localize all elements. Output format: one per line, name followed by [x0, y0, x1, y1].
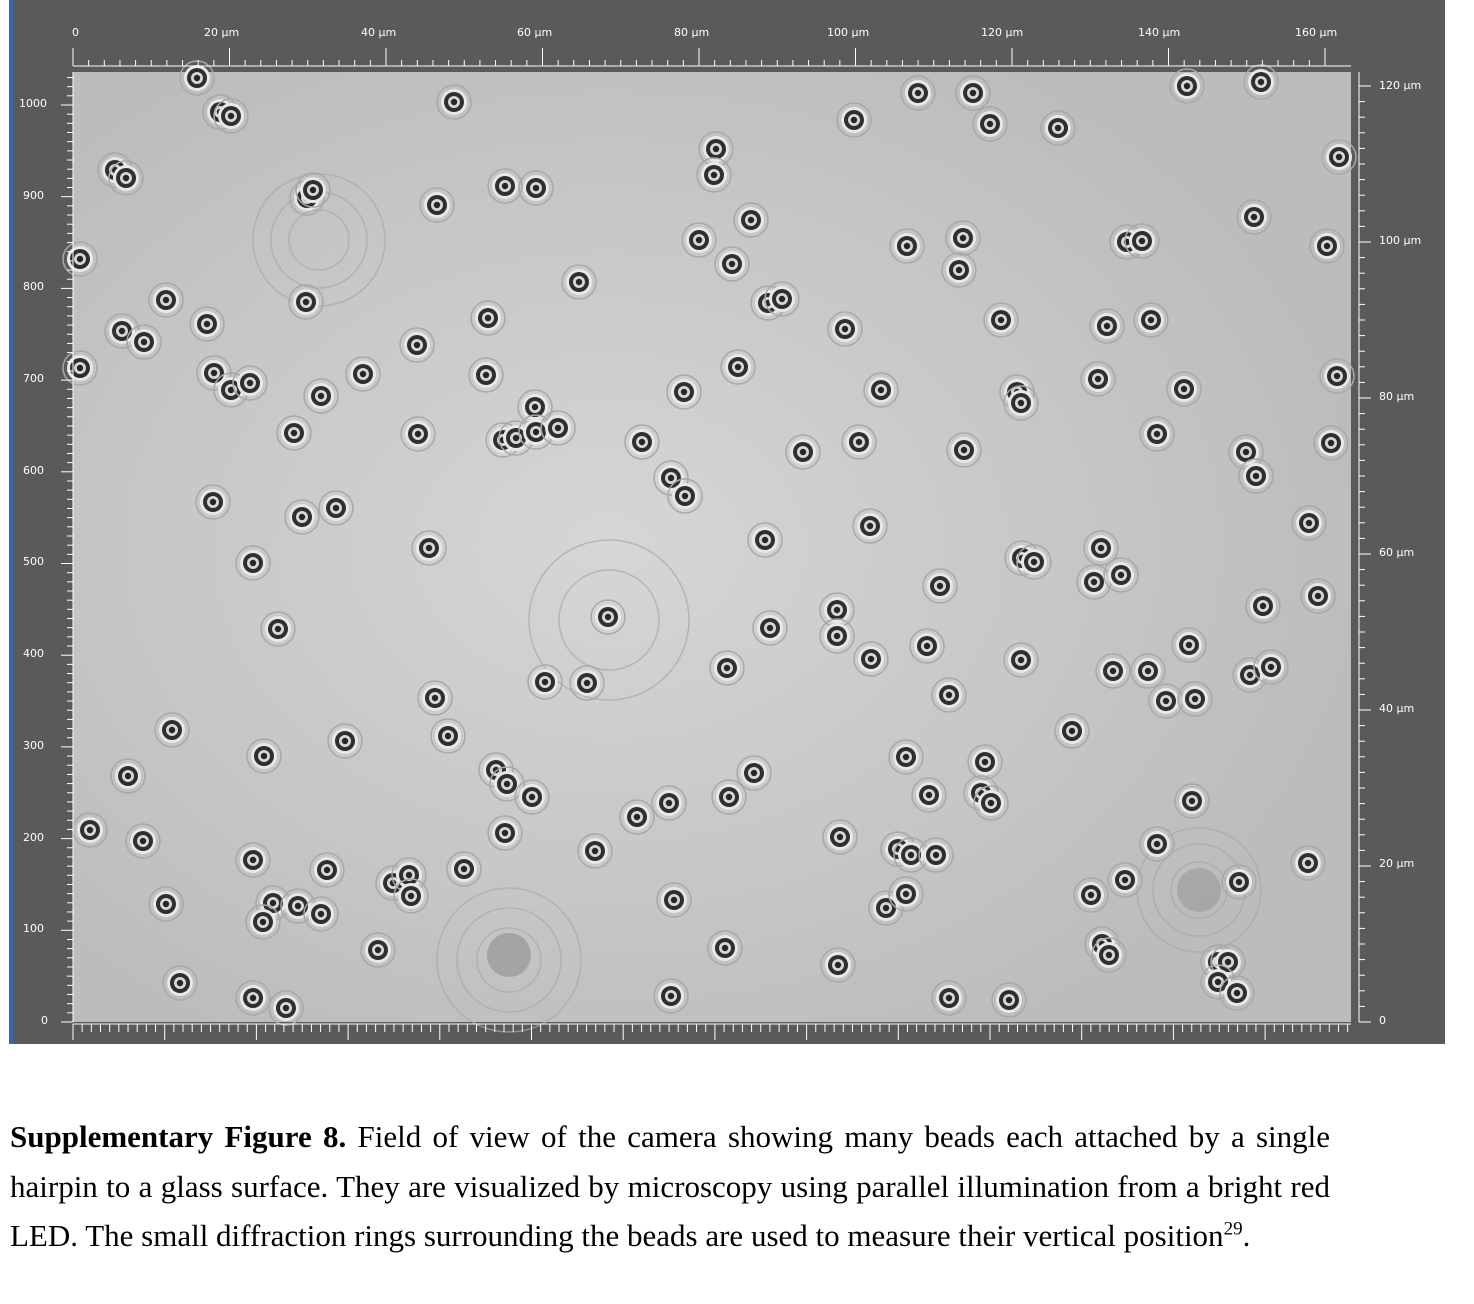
bead [247, 739, 281, 773]
bead [956, 76, 990, 110]
left-axis-label: 0 [41, 1014, 48, 1027]
left-axis-label: 600 [23, 464, 44, 477]
bead [837, 103, 871, 137]
bead [734, 203, 768, 237]
bead [853, 509, 887, 543]
bottom-axis [73, 1024, 1351, 1040]
bead [412, 531, 446, 565]
bead [1220, 976, 1254, 1010]
bead [821, 948, 855, 982]
bead [854, 642, 888, 676]
bead [591, 600, 625, 634]
right-axis-label: 60 µm [1379, 546, 1415, 559]
bead [620, 800, 654, 834]
bead [625, 425, 659, 459]
bead [1074, 878, 1108, 912]
bead [901, 76, 935, 110]
bead [1004, 386, 1038, 420]
bead [163, 966, 197, 1000]
microscope-viewer [9, 0, 1445, 1044]
bead [890, 229, 924, 263]
bead [149, 283, 183, 317]
bead [668, 479, 702, 513]
bead [842, 425, 876, 459]
bead [562, 265, 596, 299]
bead [1096, 654, 1130, 688]
bead [942, 253, 976, 287]
left-axis-label: 300 [23, 739, 44, 752]
bead [654, 979, 688, 1013]
bead [946, 221, 980, 255]
bead [1134, 303, 1168, 337]
bead [261, 612, 295, 646]
right-axis-label: 100 µm [1379, 234, 1422, 247]
bead [1222, 865, 1256, 899]
bead [196, 485, 230, 519]
bead [488, 169, 522, 203]
bead [697, 158, 731, 192]
bead [1017, 545, 1051, 579]
right-axis-label: 0 [1379, 1014, 1386, 1027]
bead [765, 282, 799, 316]
bead [932, 678, 966, 712]
bead [63, 242, 97, 276]
left-axis-label: 100 [23, 922, 44, 935]
bead [236, 843, 270, 877]
bead [471, 301, 505, 335]
bead [968, 745, 1002, 779]
bead [1108, 863, 1142, 897]
left-axis-label: 200 [23, 831, 44, 844]
bead [1301, 579, 1335, 613]
bead [190, 307, 224, 341]
bead [708, 931, 742, 965]
left-axis-label: 400 [23, 647, 44, 660]
bead [236, 981, 270, 1015]
left-axis-label: 800 [23, 280, 44, 293]
bead [437, 85, 471, 119]
bead [1167, 372, 1201, 406]
top-axis-label: 0 [72, 26, 79, 39]
right-axis-label: 120 µm [1379, 79, 1422, 92]
right-axis-label: 80 µm [1379, 390, 1415, 403]
bead [919, 838, 953, 872]
bead [923, 569, 957, 603]
bead [418, 681, 452, 715]
left-accent-bar [9, 0, 13, 1044]
caption-label: Supplementary Figure 8. [10, 1119, 347, 1154]
bead [682, 223, 716, 257]
bead [1104, 558, 1138, 592]
bead [912, 778, 946, 812]
bead [889, 877, 923, 911]
figure-caption [10, 1112, 1330, 1261]
bead [947, 433, 981, 467]
bead [1081, 362, 1115, 396]
bead [1320, 359, 1354, 393]
bead [992, 983, 1026, 1017]
bead [400, 328, 434, 362]
bead [1170, 69, 1204, 103]
bead [1244, 65, 1278, 99]
bead [889, 740, 923, 774]
bead [304, 897, 338, 931]
bead [974, 786, 1008, 820]
left-axis [61, 72, 73, 1022]
bead [1172, 628, 1206, 662]
bead [1239, 459, 1273, 493]
bead [652, 786, 686, 820]
bead [1175, 784, 1209, 818]
top-axis-label: 160 µm [1295, 26, 1338, 39]
bead [310, 853, 344, 887]
bead [748, 523, 782, 557]
bead [823, 820, 857, 854]
bead [214, 99, 248, 133]
bead [126, 824, 160, 858]
bead [786, 435, 820, 469]
bead [753, 611, 787, 645]
right-axis-label: 40 µm [1379, 702, 1415, 715]
bead [541, 411, 575, 445]
bead [304, 379, 338, 413]
bead [1310, 229, 1344, 263]
bead [737, 756, 771, 790]
bead [820, 593, 854, 627]
bead [401, 417, 435, 451]
top-axis [73, 48, 1351, 66]
bead [1140, 417, 1174, 451]
bead [73, 813, 107, 847]
bead [361, 933, 395, 967]
bead [469, 358, 503, 392]
bead [488, 816, 522, 850]
bead [1237, 200, 1271, 234]
caption-end: . [1242, 1218, 1251, 1253]
image-field [73, 72, 1351, 1022]
bead [296, 173, 330, 207]
top-axis-label: 20 µm [204, 26, 240, 39]
bead [1125, 224, 1159, 258]
right-axis [1359, 72, 1371, 1022]
bead [667, 375, 701, 409]
bead [447, 852, 481, 886]
camera-field-of-view [9, 0, 1445, 1044]
bead [721, 350, 755, 384]
bead [319, 491, 353, 525]
bead [570, 666, 604, 700]
bead [1004, 643, 1038, 677]
bead [864, 373, 898, 407]
bead [710, 651, 744, 685]
top-axis-label: 120 µm [981, 26, 1024, 39]
bead [431, 719, 465, 753]
bead [1292, 506, 1326, 540]
bead [1246, 589, 1280, 623]
bead [490, 767, 524, 801]
bead [277, 416, 311, 450]
top-axis-label: 60 µm [517, 26, 553, 39]
bead [420, 188, 454, 222]
bead [519, 171, 553, 205]
bead [1090, 309, 1124, 343]
bead [149, 887, 183, 921]
left-axis-label: 700 [23, 372, 44, 385]
bead [828, 312, 862, 346]
right-axis-label: 20 µm [1379, 857, 1415, 870]
bead [1178, 682, 1212, 716]
bead [973, 107, 1007, 141]
bead [285, 500, 319, 534]
left-axis-label: 900 [23, 189, 44, 202]
top-axis-label: 100 µm [827, 26, 870, 39]
left-axis-label: 500 [23, 555, 44, 568]
bead [820, 619, 854, 653]
bead [236, 546, 270, 580]
bead [657, 883, 691, 917]
bead [712, 780, 746, 814]
bead [246, 905, 280, 939]
bead [1314, 426, 1348, 460]
top-axis-label: 140 µm [1138, 26, 1181, 39]
bead [910, 629, 944, 663]
bead [1140, 827, 1174, 861]
top-axis-label: 80 µm [674, 26, 710, 39]
bead [394, 879, 428, 913]
bead [528, 665, 562, 699]
left-axis-label: 1000 [19, 97, 47, 110]
bead [1131, 654, 1165, 688]
bead [932, 981, 966, 1015]
top-axis-label: 40 µm [361, 26, 397, 39]
bead [328, 724, 362, 758]
bead [984, 303, 1018, 337]
bead [578, 834, 612, 868]
bead [346, 357, 380, 391]
bead [715, 247, 749, 281]
bead [127, 325, 161, 359]
bead [1254, 650, 1288, 684]
bead [233, 366, 267, 400]
bead [1055, 714, 1089, 748]
bead [1041, 111, 1075, 145]
caption-text: Field of view of the camera showing many beads each attached by a single hairpin to a glass surface. They are visualized by microscopy using parallel illumination from a bright red LED. The small diffraction rings surrounding the beads are used to measure their vertical position [10, 1119, 1330, 1253]
bead [289, 285, 323, 319]
bead [111, 759, 145, 793]
bead [515, 780, 549, 814]
bead [1322, 140, 1356, 174]
bead [1092, 938, 1126, 972]
bead [109, 161, 143, 195]
caption-citation: 29 [1223, 1218, 1243, 1240]
bead [269, 991, 303, 1025]
bead [1291, 846, 1325, 880]
bead [155, 713, 189, 747]
